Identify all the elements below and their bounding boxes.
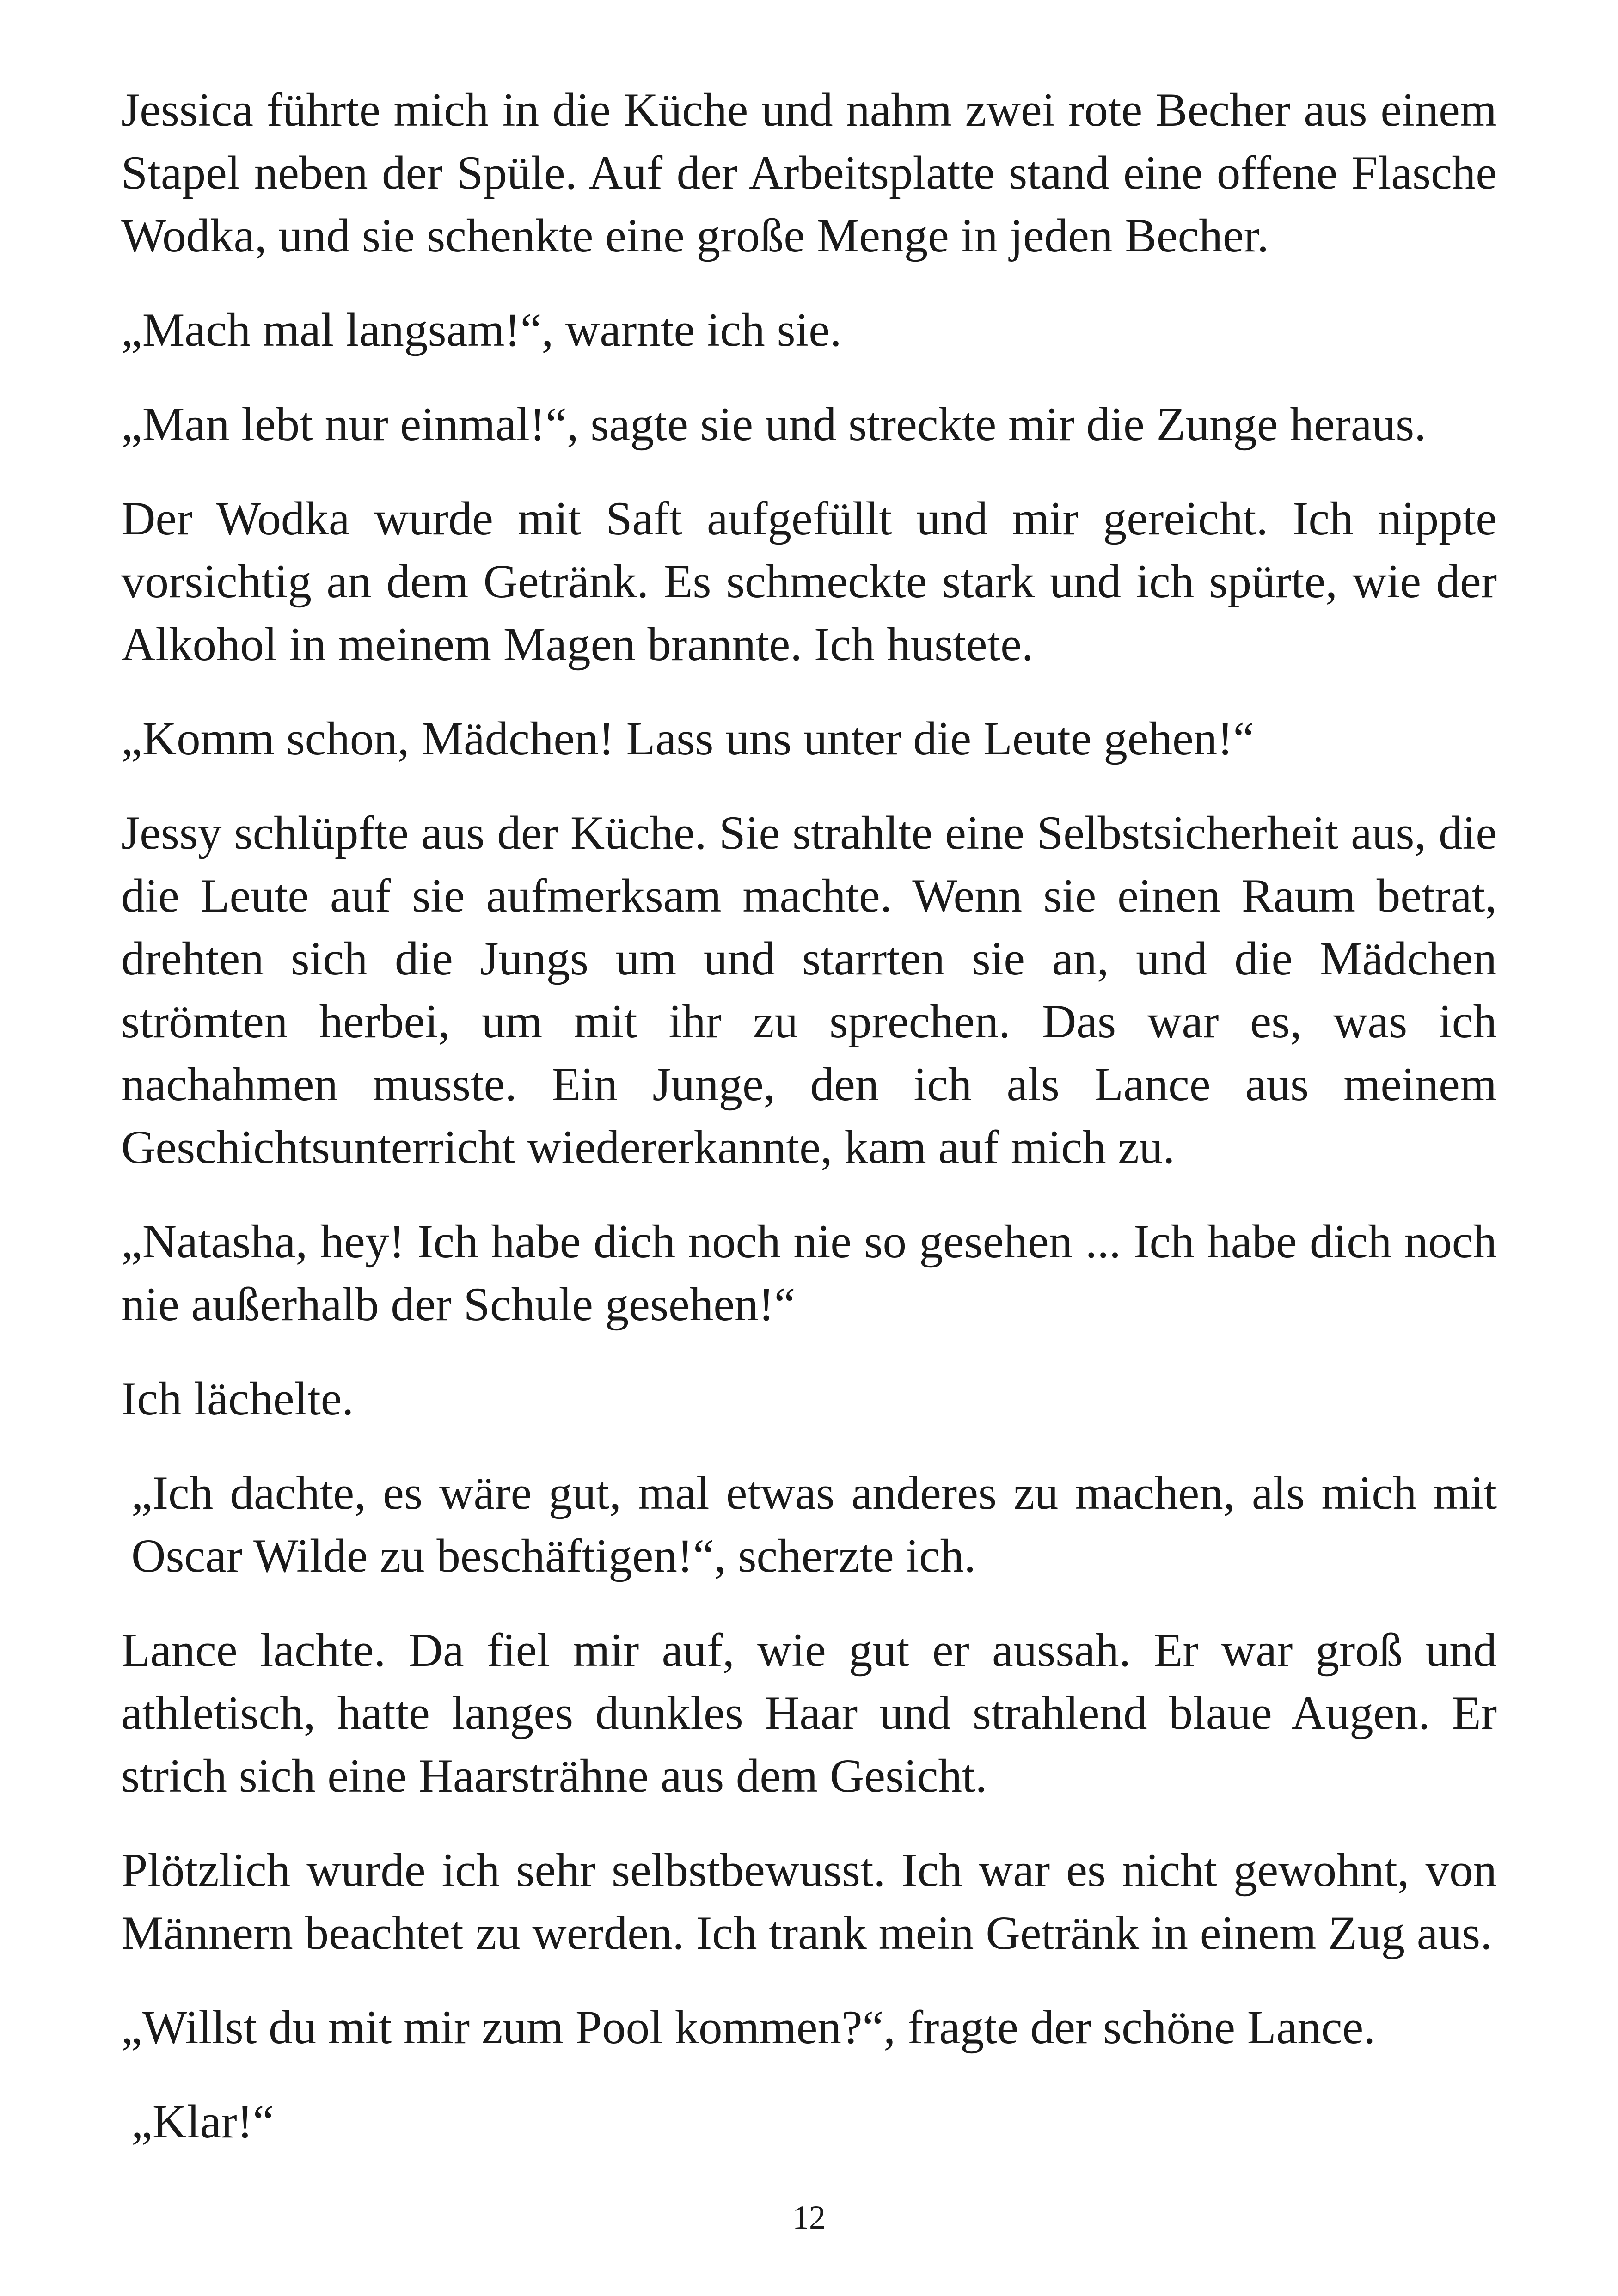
- paragraph: Der Wodka wurde mit Saft aufgefüllt und mir gereicht. Ich nippte vorsichtig an dem Getränk. Es schmeckte stark und ich spürte, wie der Alkohol in meinem Magen brannte. Ich hustete.: [121, 492, 1497, 671]
- paragraph: „Man lebt nur einmal!“, sagte sie und streckte mir die Zunge heraus.: [121, 398, 1426, 451]
- body-text: [121, 79, 1497, 2185]
- paragraph: „Willst du mit mir zum Pool kommen?“, fragte der schöne Lance.: [121, 2001, 1376, 2054]
- paragraph: Ich lächelte.: [121, 1372, 354, 1425]
- page-number: 12: [792, 2199, 826, 2236]
- paragraph: „Mach mal langsam!“, warnte ich sie.: [121, 304, 842, 356]
- paragraph: Lance lachte. Da fiel mir auf, wie gut er aussah. Er war groß und athletisch, hatte langes dunkles Haar und strahlend blaue Augen. Er strich sich eine Haarsträhne aus dem Gesicht.: [121, 1624, 1497, 1802]
- paragraph: „Natasha, hey! Ich habe dich noch nie so gesehen ... Ich habe dich noch nie außerhalb der Schule gesehen!“: [121, 1215, 1497, 1331]
- paragraph: Plötzlich wurde ich sehr selbstbewusst. Ich war es nicht gewohnt, von Männern beachtet zu werden. Ich trank mein Getränk in einem Zug aus.: [121, 1844, 1497, 1959]
- paragraph: „Komm schon, Mädchen! Lass uns unter die Leute gehen!“: [121, 712, 1255, 765]
- paragraph: Jessy schlüpfte aus der Küche. Sie strahlte eine Selbstsicherheit aus, die die Leute auf sie aufmerksam machte. Wenn sie einen Raum betrat, drehten sich die Jungs um und starrten sie an, und die Mädchen strömten herbei, um mit ihr zu sprechen. Das war es, was ich nachahmen musste. Ein Junge, den ich als Lance aus meinem Geschichtsunterricht wiedererkannte, kam auf mich zu.: [121, 807, 1497, 1174]
- paragraph: „Ich dachte, es wäre gut, mal etwas anderes zu machen, als mich mit Oscar Wilde zu beschäftigen!“, scherzte ich.: [131, 1467, 1497, 1582]
- paragraph: „Klar!“: [131, 2095, 274, 2148]
- paragraph: Jessica führte mich in die Küche und nahm zwei rote Becher aus einem Stapel neben der Spüle. Auf der Arbeitsplatte stand eine offene Flasche Wodka, und sie schenkte eine große Menge in jeden Becher.: [121, 84, 1497, 262]
